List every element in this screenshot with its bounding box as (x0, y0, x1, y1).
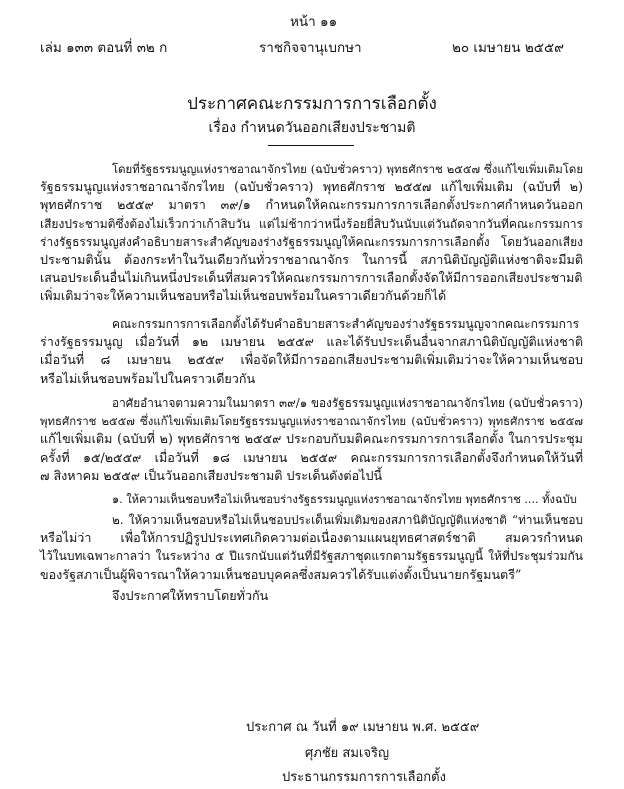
body-line: ร่างรัฐธรรมนูญส่งคำอธิบายสาระสำคัญของร่างรัฐธรรมนูญให้คณะกรรมการการเลือกตั้ง โดยวันออกเสียง (40, 234, 583, 249)
body-line: พุทธศักราช ๒๕๕๗ ซึ่งแก้ไขเพิ่มเติมโดยรัฐธรรมนูญแห่งราชอาณาจักรไทย (ฉบับชั่วคราว) พุทธศักราช ๒๕๕๗ (40, 414, 583, 429)
body-line: เสนอประเด็นอื่นไม่เกินหนึ่งประเด็นที่สมควรให้คณะกรรมการการเลือกตั้งจัดให้มีการออกเสียงประชามติ (40, 270, 583, 286)
page-number: หน้า ๑๑ (290, 14, 338, 30)
body-line: ๗ สิงหาคม ๒๕๕๙ เป็นวันออกเสียงประชามติ ประเด็นดังต่อไปนี้ (40, 467, 383, 483)
document-title: ประกาศคณะกรรมการการเลือกตั้ง (187, 94, 437, 114)
body-line: รัฐธรรมนูญแห่งราชอาณาจักรไทย (ฉบับชั่วคราว) พุทธศักราช ๒๕๕๗ แก้ไขเพิ่มเติม (ฉบับที่ ๒) (40, 179, 583, 195)
body-line: ร่างรัฐธรรมนูญ เมื่อวันที่ ๑๒ เมษายน ๒๕๕๙ และได้รับประเด็นอื่นจากสภานิติบัญญัติแห่งชาติ (40, 334, 583, 350)
body-line: เพิ่มเติมว่าจะให้ความเห็นชอบหรือไม่เห็นชอบพร้อมในคราวเดียวกันด้วยก็ได้ (40, 288, 447, 304)
body-line: จึงประกาศให้ทราบโดยทั่วกัน (112, 588, 269, 603)
body-line: ๒. ให้ความเห็นชอบหรือไม่เห็นชอบประเด็นเพิ่มเติมของสภานิติบัญญัติแห่งชาติ “ท่านเห็นชอบ (112, 513, 583, 527)
body-line: หรือไม่เห็นชอบพร้อมไปในคราวเดียวกัน (40, 370, 256, 386)
body-line: แก้ไขเพิ่มเติม (ฉบับที่ ๒) พุทธศักราช ๒๕๕๙ ประกอบกับมติคณะกรรมการการเลือกตั้ง ในการประชุม (40, 431, 583, 447)
body-line: หรือไม่ว่า เพื่อให้การปฏิรูปประเทศเกิดความต่อเนื่องตามแผนยุทธศาสตร์ชาติ สมควรกำหนด (40, 530, 583, 546)
body-line: เสียงประชามติซึ่งต้องไม่เร็วกว่าเก้าสิบวัน แต่ไม่ช้ากว่าหนึ่งร้อยยี่สิบวันนับแต่วันถัดจากวันที่คณะกรรมการ (40, 216, 583, 231)
publication-date: ๒๐ เมษายน ๒๕๕๙ (452, 40, 565, 56)
body-line: พุทธศักราช ๒๕๕๙ มาตรา ๓๙/๑ กำหนดให้คณะกรรมการการเลือกตั้งประกาศกำหนดวันออก (40, 197, 583, 213)
document-subject: เรื่อง กำหนดวันออกเสียงประชามติ (208, 120, 416, 136)
body-line: ไว้ในบทเฉพาะกาลว่า ในระหว่าง ๕ ปีแรกนับแต่วันที่มีรัฐสภาชุดแรกตามรัฐธรรมนูญนี้ ให้ที่ประชุมร่วมกัน (40, 549, 583, 564)
body-line: ประชามตินั้น ต้องกระทำในวันเดียวกันทั่วราชอาณาจักร ในการนี้ สภานิติบัญญัติแห่งชาติจะมีมติ (40, 252, 583, 267)
signatory-position: ประธานกรรมการการเลือกตั้ง (282, 770, 446, 785)
body-line: โดยที่รัฐธรรมนูญแห่งราชอาณาจักรไทย (ฉบับชั่วคราว) พุทธศักราช ๒๕๕๗ ซึ่งแก้ไขเพิ่มเติมโดย (112, 162, 583, 176)
signature-date: ประกาศ ณ วันที่ ๑๙ เมษายน พ.ศ. ๒๕๕๙ (246, 720, 480, 735)
body-line: ของรัฐสภาเป็นผู้พิจารณาให้ความเห็นชอบบุคคลซึ่งสมควรได้รับแต่งตั้งเป็นนายกรัฐมนตรี” (40, 566, 522, 582)
body-line: ๑. ให้ความเห็นชอบหรือไม่เห็นชอบร่างรัฐธรรมนูญแห่งราชอาณาจักรไทย พุทธศักราช .... ทั้งฉบับ (112, 493, 577, 506)
title-divider (268, 145, 354, 146)
volume-issue: เล่ม ๑๓๓ ตอนที่ ๓๒ ก (40, 40, 168, 56)
gazette-name: ราชกิจจานุเบกษา (259, 40, 362, 56)
signatory-name: ศุภชัย สมเจริญ (305, 746, 390, 761)
body-line: เมื่อวันที่ ๘ เมษายน ๒๕๕๙ เพื่อจัดให้มีการออกเสียงประชามติเพิ่มเติมว่าจะให้ความเห็นชอบ (40, 352, 583, 368)
body-line: คณะกรรมการการเลือกตั้งได้รับคำอธิบายสาระสำคัญของร่างรัฐธรรมนูญจากคณะกรรมการ (112, 317, 580, 331)
body-line: ครั้งที่ ๑๕/๒๕๕๙ เมื่อวันที่ ๑๘ เมษายน ๒๕๕๙ คณะกรรมการการเลือกตั้งจึงกำหนดให้วันที่ (40, 449, 583, 465)
body-line: อาศัยอำนาจตามความในมาตรา ๓๙/๑ ของรัฐธรรมนูญแห่งราชอาณาจักรไทย (ฉบับชั่วคราว) (112, 396, 583, 410)
